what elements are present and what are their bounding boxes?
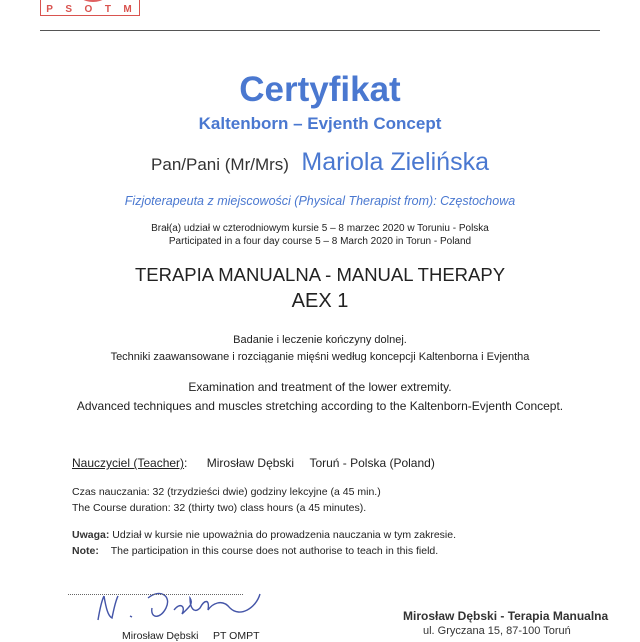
description-en-2: Advanced techniques and muscles stretching according to the Kaltenborn-Evjenth Concept. [76,399,564,413]
header-divider [40,30,600,31]
logo-letter: P [46,4,55,15]
description-pl-1: Badanie i leczenie kończyny dolnej. [233,334,407,346]
description-pl-2: Techniki zaawansowane i rozciąganie mięśni według koncepcji Kaltenborna i Evjentha [110,351,530,363]
description-en-1: Examination and treatment of the lower extremity. [188,380,452,394]
signature-line [68,594,243,595]
participation-en: Participated in a four day course 5 – 8 March 2020 in Torun - Poland [168,236,472,247]
note-pl-text: Udział w kursie nie upoważnia do prowadzenia nauczania w tym zakresie. [112,529,457,541]
logo-letter: O [84,4,95,15]
duration-en: The Course duration: 32 (thirty two) class hours (a 45 minutes). [72,502,367,514]
participation-pl: Brał(a) udział w czterodniowym kursie 5 – 8 marzec 2020 w Toruniu - Polska [151,223,489,234]
certificate-subtitle: Kaltenborn – Evjenth Concept [198,114,442,133]
logo-letter: M [123,4,134,15]
course-name: TERAPIA MANUALNA - MANUAL THERAPY [134,264,506,285]
teacher-label: Nauczyciel (Teacher) [72,456,185,470]
note-en [72,545,438,557]
course-code: AEX 1 [291,290,349,312]
logo-ring-icon [75,0,111,2]
recipient-line [0,148,640,177]
stamp-line-1: Mirosław Dębski - Terapia Manualna [403,609,609,623]
note-pl [72,529,456,541]
logo-letter: T [104,4,113,15]
salutation: Pan/Pani (Mr/Mrs) [151,155,289,174]
certificate-title: Certyfikat [239,70,401,109]
duration-pl: Czas nauczania: 32 (trzydzieści dwie) godziny lekcyjne (a 45 min.) [72,486,381,498]
logo-letter: S [65,4,75,15]
profession-line: Fizjoterapeuta z miejscowości (Physical Therapist from): Częstochowa [124,194,516,208]
note-en-text: The participation in this course does not authorise to teach in this field. [110,545,439,557]
teacher-location: Toruń - Polska (Poland) [309,456,435,470]
teacher-line [72,456,435,470]
teacher-colon: : [184,456,188,470]
note-pl-label: Uwaga: [72,529,110,541]
signatory-name: Mirosław Dębski PT OMPT [122,630,260,642]
stamp-line-2: ul. Gryczana 15, 87-100 Toruń [423,625,571,637]
recipient-name: Mariola Zielińska [301,148,489,176]
teacher-name: Mirosław Dębski [206,456,295,470]
note-en-label: Note: [72,545,99,557]
handwritten-signature [90,578,270,628]
psotm-logo [40,0,140,16]
